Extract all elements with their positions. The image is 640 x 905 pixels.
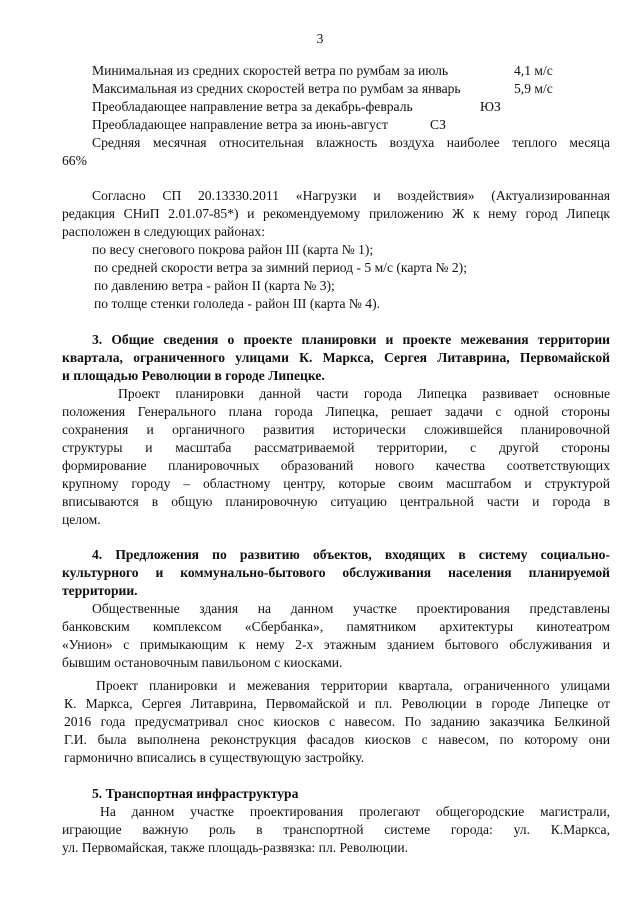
section3-para-line: вписываются в общую планировочную ситуацию центральной части и города в [62,494,610,509]
section4-para2-line: К. Маркса, Сергея Литаврина, Первомайской и пл. Революции в городе Липецке от [64,696,610,711]
section3-para-line: крупному городу – областному центру, которые своим масштабом и структурой [62,476,610,491]
section3-heading-line: 3. Общие сведения о проекте планировки и проекте межевания территории [92,332,610,347]
humidity-line-2: 66% [62,153,87,168]
min-wind-label: Минимальная из средних скоростей ветра по румбам за июль [92,63,449,78]
section3-para-line: структуры и масштаба рассматриваемой территории, с другой стороны [62,440,610,455]
wind-summer-label: Преобладающее направление ветра за июнь-август [92,117,388,132]
norms-item: по средней скорости ветра за зимний период - 5 м/с (карта № 2); [94,260,467,275]
norms-item: по толще стенки гололеда - район III (карта № 4). [94,296,381,311]
wind-winter-value: ЮЗ [480,99,501,114]
section4-para1-line: Общественные здания на данном участке проектирования представлены [92,601,610,616]
section5-para-line: играющие важную роль в транспортной системе города: ул. К.Маркса, [62,822,610,837]
section3-para-line: целом. [62,512,101,527]
section4-para1-line: банковским комплексом «Сбербанка», памятником архитектуры кинотеатром [62,619,610,634]
section4-para2-line: Проект планировки и межевания территории квартала, ограниченного улицами [96,678,610,693]
norms-intro-line-3: расположен в следующих районах: [62,224,265,239]
section4-heading-line: культурного и коммунально-бытового обслуживания населения планируемой [62,565,610,580]
section3-para-line: Проект планировки данной части города Липецка развивает основные [118,386,610,401]
section4-heading-line: 4. Предложения по развитию объектов, входящих в систему социально- [92,547,610,562]
section3-heading-line: квартала, ограниченного улицами К. Маркса, Сергея Литаврина, Первомайской [62,350,610,365]
section5-para-line: На данном участке проектирования пролегают общегородские магистрали, [100,804,610,819]
min-wind-value: 4,1 м/с [514,63,553,78]
norms-item: по весу снегового покрова район III (карта № 1); [92,242,374,257]
section3-para-line: положения Генерального плана города Липецка, решает задачи с одной стороны [62,404,610,419]
wind-winter-label: Преобладающее направление ветра за декабрь-февраль [92,99,413,114]
section4-para2-line: гармонично вписались в существующую застройку. [64,750,365,765]
wind-summer-value: СЗ [430,117,446,132]
section3-para-line: формирование планировочных образований нового качества соответствующих [62,458,610,473]
section5-heading: 5. Транспортная инфраструктура [92,786,299,801]
section4-heading-line: территории. [62,583,138,598]
section4-para1-line: бывшим остановочным павильоном с киосками. [62,655,343,670]
section4-para2-line: Г.И. была выполнена реконструкция фасадов киосков с навесом, по которому они [64,732,610,747]
min-wind-row [92,62,448,80]
section3-heading-line: и площадью Революции в городе Липецке. [62,368,325,383]
norms-item: по давлению ветра - район II (карта № 3); [94,278,335,293]
section5-para-line: ул. Первомайская, также площадь-развязка: пл. Революции. [62,840,409,855]
norms-intro-line-2: редакция СНиП 2.01.07-85*) и рекомендуемому приложению Ж к нему город Липецк [62,206,610,221]
max-wind-label: Максимальная из средних скоростей ветра по румбам за январь [92,81,461,96]
norms-intro-line-1: Согласно СП 20.13330.2011 «Нагрузки и воздействия» (Актуализированная [92,188,610,203]
max-wind-row [92,80,461,98]
section4-para2-line: 2016 года предусматривал снос киосков с навесом. По заданию заказчика Белкиной [64,714,610,729]
section4-para1-line: «Унион» с примыкающим к нему 2-х этажным зданием бытового обслуживания и [62,637,610,652]
section3-para-line: сохранения и органичного развития исторически сложившейся планировочной [62,422,610,437]
max-wind-value: 5,9 м/с [514,81,553,96]
page-number: 3 [316,31,324,46]
humidity-line-1: Средняя месячная относительная влажность воздуха наиболее теплого месяца [92,135,610,150]
